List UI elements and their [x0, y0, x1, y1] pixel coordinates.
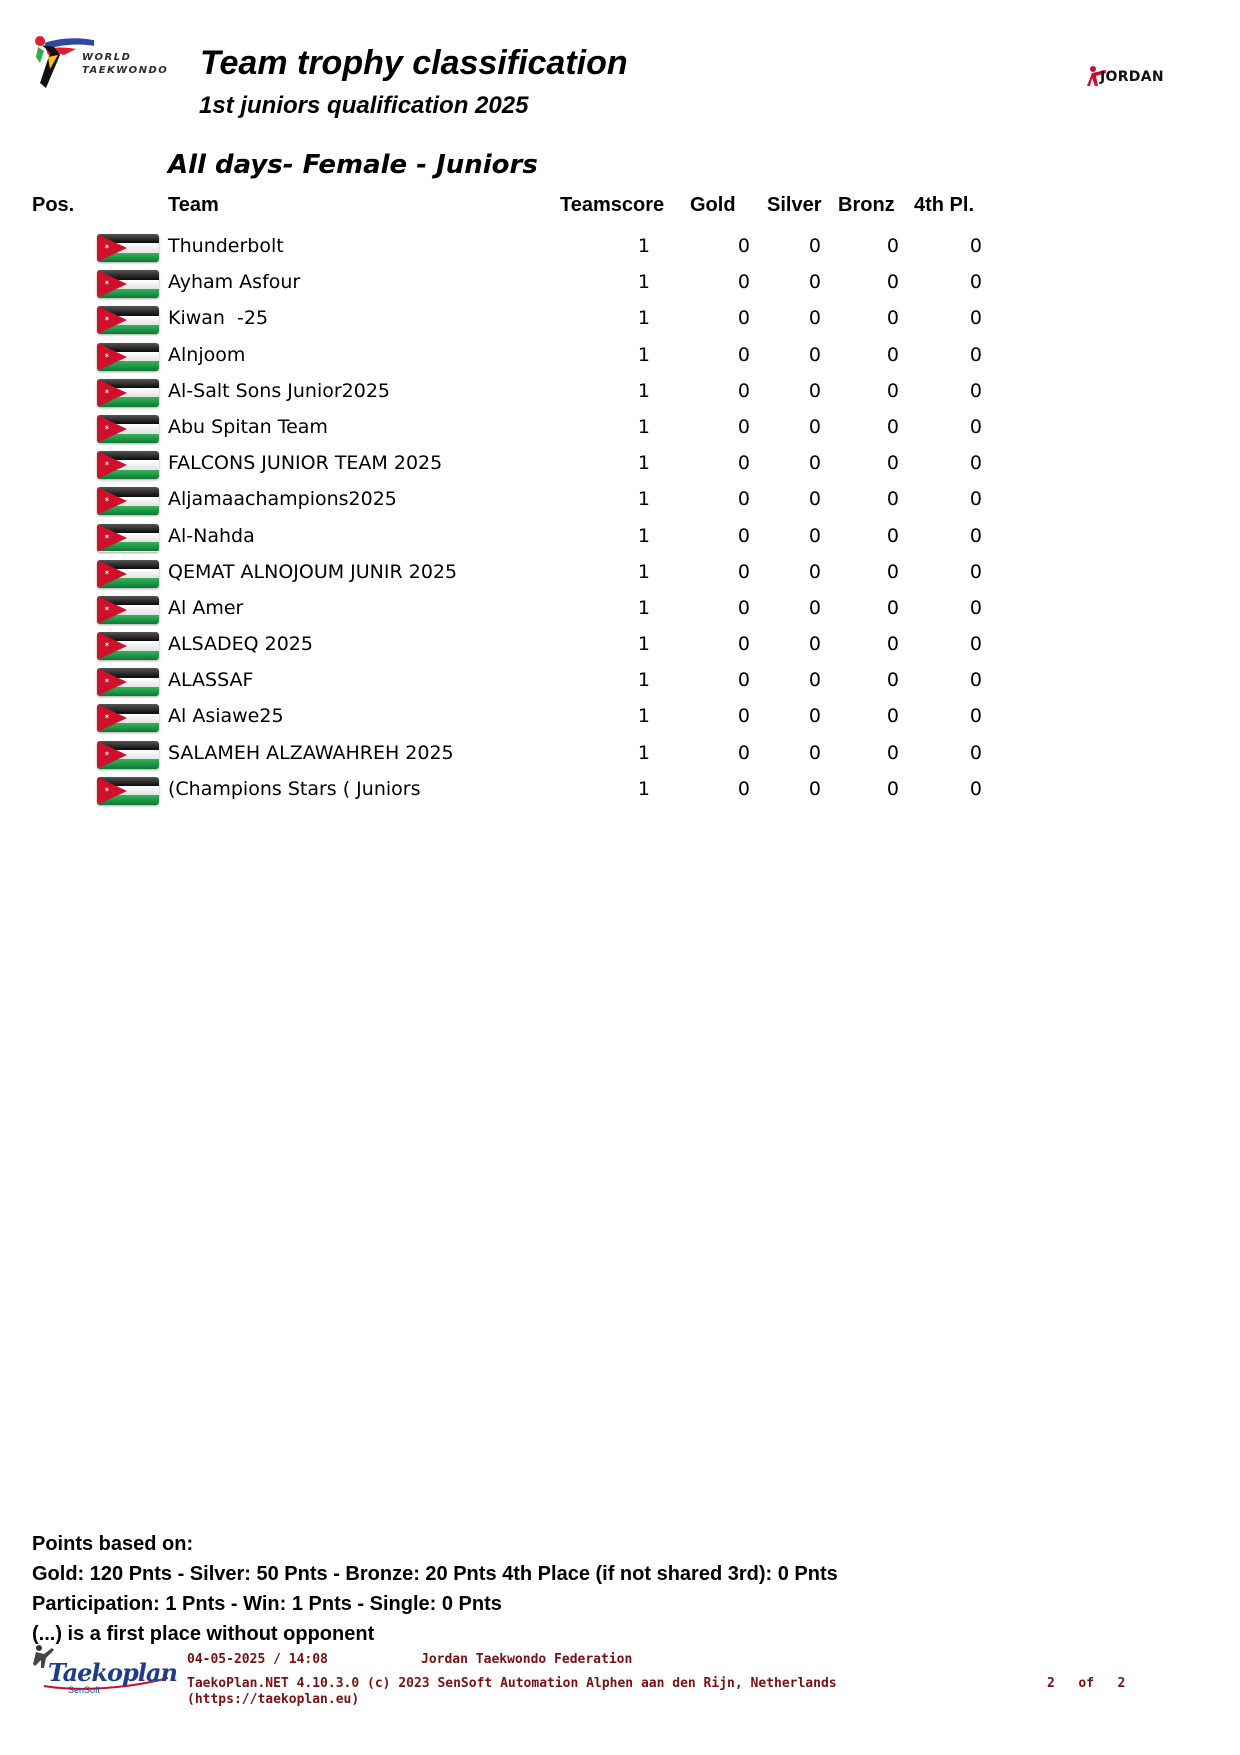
taekoplan-logo	[30, 1640, 177, 1698]
silver-cell: 0	[808, 560, 821, 583]
jordan-flag-icon: ✶	[97, 524, 159, 552]
bronz-cell: 0	[886, 633, 899, 656]
silver-cell: 0	[808, 596, 821, 619]
silver-cell: 0	[808, 379, 821, 402]
gold-cell: 0	[737, 307, 750, 330]
gold-cell: 0	[737, 343, 750, 366]
team-name: Alnjoom	[168, 343, 246, 366]
fourth-place-cell: 0	[969, 343, 982, 366]
gold-cell: 0	[737, 271, 750, 294]
fourth-place-cell: 0	[969, 415, 982, 438]
bronz-cell: 0	[886, 379, 899, 402]
fourth-place-cell: 0	[969, 741, 982, 764]
column-header-gold: Gold	[690, 194, 736, 216]
points-legend-note: (...) is a first place without opponent	[32, 1623, 375, 1645]
gold-cell: 0	[737, 524, 750, 547]
jordan-flag-icon: ✶	[97, 741, 159, 769]
table-row	[0, 775, 1240, 811]
team-name: (Champions Stars ( Juniors	[168, 777, 421, 800]
gold-cell: 0	[737, 669, 750, 692]
silver-cell: 0	[808, 741, 821, 764]
wt-logo-text-line2: TAEKWONDO	[82, 65, 169, 76]
teamscore-cell: 1	[637, 307, 650, 330]
table-row	[0, 739, 1240, 775]
silver-cell: 0	[808, 271, 821, 294]
silver-cell: 0	[808, 633, 821, 656]
taekoplan-logo-text: Taekoplan	[48, 1658, 177, 1687]
silver-cell: 0	[808, 415, 821, 438]
jordan-flag-icon: ✶	[97, 379, 159, 407]
teamscore-cell: 1	[637, 271, 650, 294]
team-name: QEMAT ALNOJOUM JUNIR 2025	[168, 560, 458, 583]
silver-cell: 0	[808, 343, 821, 366]
team-name: Al Amer	[168, 596, 244, 619]
fourth-place-cell: 0	[969, 705, 982, 728]
jordan-federation-logo	[1086, 62, 1186, 90]
silver-cell: 0	[808, 777, 821, 800]
bronz-cell: 0	[886, 343, 899, 366]
bronz-cell: 0	[886, 705, 899, 728]
fourth-place-cell: 0	[969, 633, 982, 656]
jordan-flag-icon: ✶	[97, 451, 159, 479]
teamscore-cell: 1	[637, 741, 650, 764]
team-name: Kiwan -25	[168, 307, 269, 330]
jordan-flag-icon: ✶	[97, 777, 159, 805]
jordan-flag-icon: ✶	[97, 306, 159, 334]
bronz-cell: 0	[886, 669, 899, 692]
bronz-cell: 0	[886, 777, 899, 800]
teamscore-cell: 1	[637, 596, 650, 619]
table-row	[0, 377, 1240, 413]
team-name: Aljamaachampions2025	[168, 488, 397, 511]
fourth-place-cell: 0	[969, 488, 982, 511]
gold-cell: 0	[737, 633, 750, 656]
points-legend-medals: Gold: 120 Pnts - Silver: 50 Pnts - Bronze: 20 Pnts 4th Place (if not shared 3rd): 0 Pnts	[32, 1563, 838, 1585]
classification-table	[0, 232, 1240, 811]
team-name: ALSADEQ 2025	[168, 633, 313, 656]
column-header-teamscore: Teamscore	[560, 194, 665, 216]
table-row	[0, 413, 1240, 449]
silver-cell: 0	[808, 669, 821, 692]
page-subtitle: 1st juniors qualification 2025	[199, 92, 529, 119]
gold-cell: 0	[737, 379, 750, 402]
teamscore-cell: 1	[637, 524, 650, 547]
footer-federation: Jordan Taekwondo Federation	[421, 1652, 633, 1667]
teamscore-cell: 1	[637, 343, 650, 366]
fourth-place-cell: 0	[969, 452, 982, 475]
fourth-place-cell: 0	[969, 307, 982, 330]
fourth-place-cell: 0	[969, 596, 982, 619]
gold-cell: 0	[737, 777, 750, 800]
jordan-flag-icon: ✶	[97, 668, 159, 696]
team-name: Al-Salt Sons Junior2025	[168, 379, 391, 402]
bronz-cell: 0	[886, 524, 899, 547]
fourth-place-cell: 0	[969, 271, 982, 294]
page-indicator	[1047, 1676, 1125, 1691]
silver-cell: 0	[808, 307, 821, 330]
bronz-cell: 0	[886, 271, 899, 294]
table-row	[0, 449, 1240, 485]
footer-date: 04-05-2025 / 14:08	[187, 1652, 328, 1667]
page-number: 2	[1047, 1676, 1055, 1691]
table-row	[0, 558, 1240, 594]
world-taekwondo-logo	[34, 33, 184, 95]
team-name: Al Asiawe25	[168, 705, 284, 728]
bronz-cell: 0	[886, 741, 899, 764]
jordan-flag-icon: ✶	[97, 704, 159, 732]
gold-cell: 0	[737, 235, 750, 257]
teamscore-cell: 1	[637, 415, 650, 438]
bronz-cell: 0	[886, 560, 899, 583]
gold-cell: 0	[737, 741, 750, 764]
teamscore-cell: 1	[637, 488, 650, 511]
table-row	[0, 630, 1240, 666]
bronz-cell: 0	[886, 452, 899, 475]
bronz-cell: 0	[886, 307, 899, 330]
silver-cell: 0	[808, 452, 821, 475]
gold-cell: 0	[737, 452, 750, 475]
table-row	[0, 485, 1240, 521]
bronz-cell: 0	[886, 415, 899, 438]
team-name: Abu Spitan Team	[168, 415, 328, 438]
table-row	[0, 594, 1240, 630]
gold-cell: 0	[737, 705, 750, 728]
teamscore-cell: 1	[637, 705, 650, 728]
jordan-flag-icon: ✶	[97, 560, 159, 588]
page-title: Team trophy classification	[200, 44, 628, 82]
teamscore-cell: 1	[637, 560, 650, 583]
table-row	[0, 304, 1240, 340]
gold-cell: 0	[737, 596, 750, 619]
team-name: Ayham Asfour	[168, 271, 301, 294]
jordan-flag-icon: ✶	[97, 487, 159, 515]
team-name: Thunderbolt	[168, 235, 284, 257]
jordan-logo-text: JORDAN	[1100, 69, 1164, 85]
jordan-flag-icon: ✶	[97, 343, 159, 371]
fourth-place-cell: 0	[969, 379, 982, 402]
page-total: 2	[1117, 1676, 1126, 1691]
team-name: ALASSAF	[168, 669, 254, 692]
column-header-pos: Pos.	[32, 194, 75, 216]
teamscore-cell: 1	[637, 777, 650, 800]
silver-cell: 0	[808, 705, 821, 728]
senSoft-logo-text: SenSoft	[68, 1685, 101, 1695]
bronz-cell: 0	[886, 235, 899, 257]
teamscore-cell: 1	[637, 633, 650, 656]
fourth-place-cell: 0	[969, 560, 982, 583]
team-name: Al-Nahda	[168, 524, 255, 547]
wt-logo-text-line1: WORLD	[82, 52, 132, 63]
table-row	[0, 232, 1240, 268]
gold-cell: 0	[737, 488, 750, 511]
table-row	[0, 268, 1240, 304]
jordan-flag-icon: ✶	[97, 632, 159, 660]
section-title: All days- Female - Juniors	[168, 150, 538, 180]
teamscore-cell: 1	[637, 379, 650, 402]
table-row	[0, 522, 1240, 558]
points-legend-heading: Points based on:	[32, 1533, 194, 1555]
points-legend-participation: Participation: 1 Pnts - Win: 1 Pnts - Single: 0 Pnts	[32, 1593, 502, 1615]
jordan-flag-icon: ✶	[97, 415, 159, 443]
fourth-place-cell: 0	[969, 524, 982, 547]
column-header-silver: Silver	[767, 194, 822, 216]
silver-cell: 0	[808, 235, 821, 257]
team-name: FALCONS JUNIOR TEAM 2025	[168, 452, 443, 475]
gold-cell: 0	[737, 560, 750, 583]
page-of: of	[1078, 1676, 1094, 1691]
column-header-fourth-place: 4th Pl.	[914, 194, 975, 216]
footer-software: TaekoPlan.NET 4.10.3.0 (c) 2023 SenSoft Automation Alphen aan den Rijn, Netherlands	[187, 1676, 837, 1691]
fourth-place-cell: 0	[969, 669, 982, 692]
jordan-flag-icon: ✶	[97, 270, 159, 298]
silver-cell: 0	[808, 524, 821, 547]
fourth-place-cell: 0	[969, 777, 982, 800]
silver-cell: 0	[808, 488, 821, 511]
jordan-flag-icon: ✶	[97, 234, 159, 262]
footer-url: (https://taekoplan.eu)	[187, 1692, 360, 1707]
bronz-cell: 0	[886, 488, 899, 511]
table-row	[0, 666, 1240, 702]
team-name: SALAMEH ALZAWAHREH 2025	[168, 741, 454, 764]
column-header-bronz: Bronz	[838, 194, 895, 216]
table-row	[0, 702, 1240, 738]
teamscore-cell: 1	[637, 669, 650, 692]
bronz-cell: 0	[886, 596, 899, 619]
teamscore-cell: 1	[637, 452, 650, 475]
jordan-flag-icon: ✶	[97, 596, 159, 624]
gold-cell: 0	[737, 415, 750, 438]
teamscore-cell: 1	[637, 235, 650, 257]
table-row	[0, 341, 1240, 377]
fourth-place-cell: 0	[969, 235, 982, 257]
column-header-team: Team	[168, 194, 219, 216]
